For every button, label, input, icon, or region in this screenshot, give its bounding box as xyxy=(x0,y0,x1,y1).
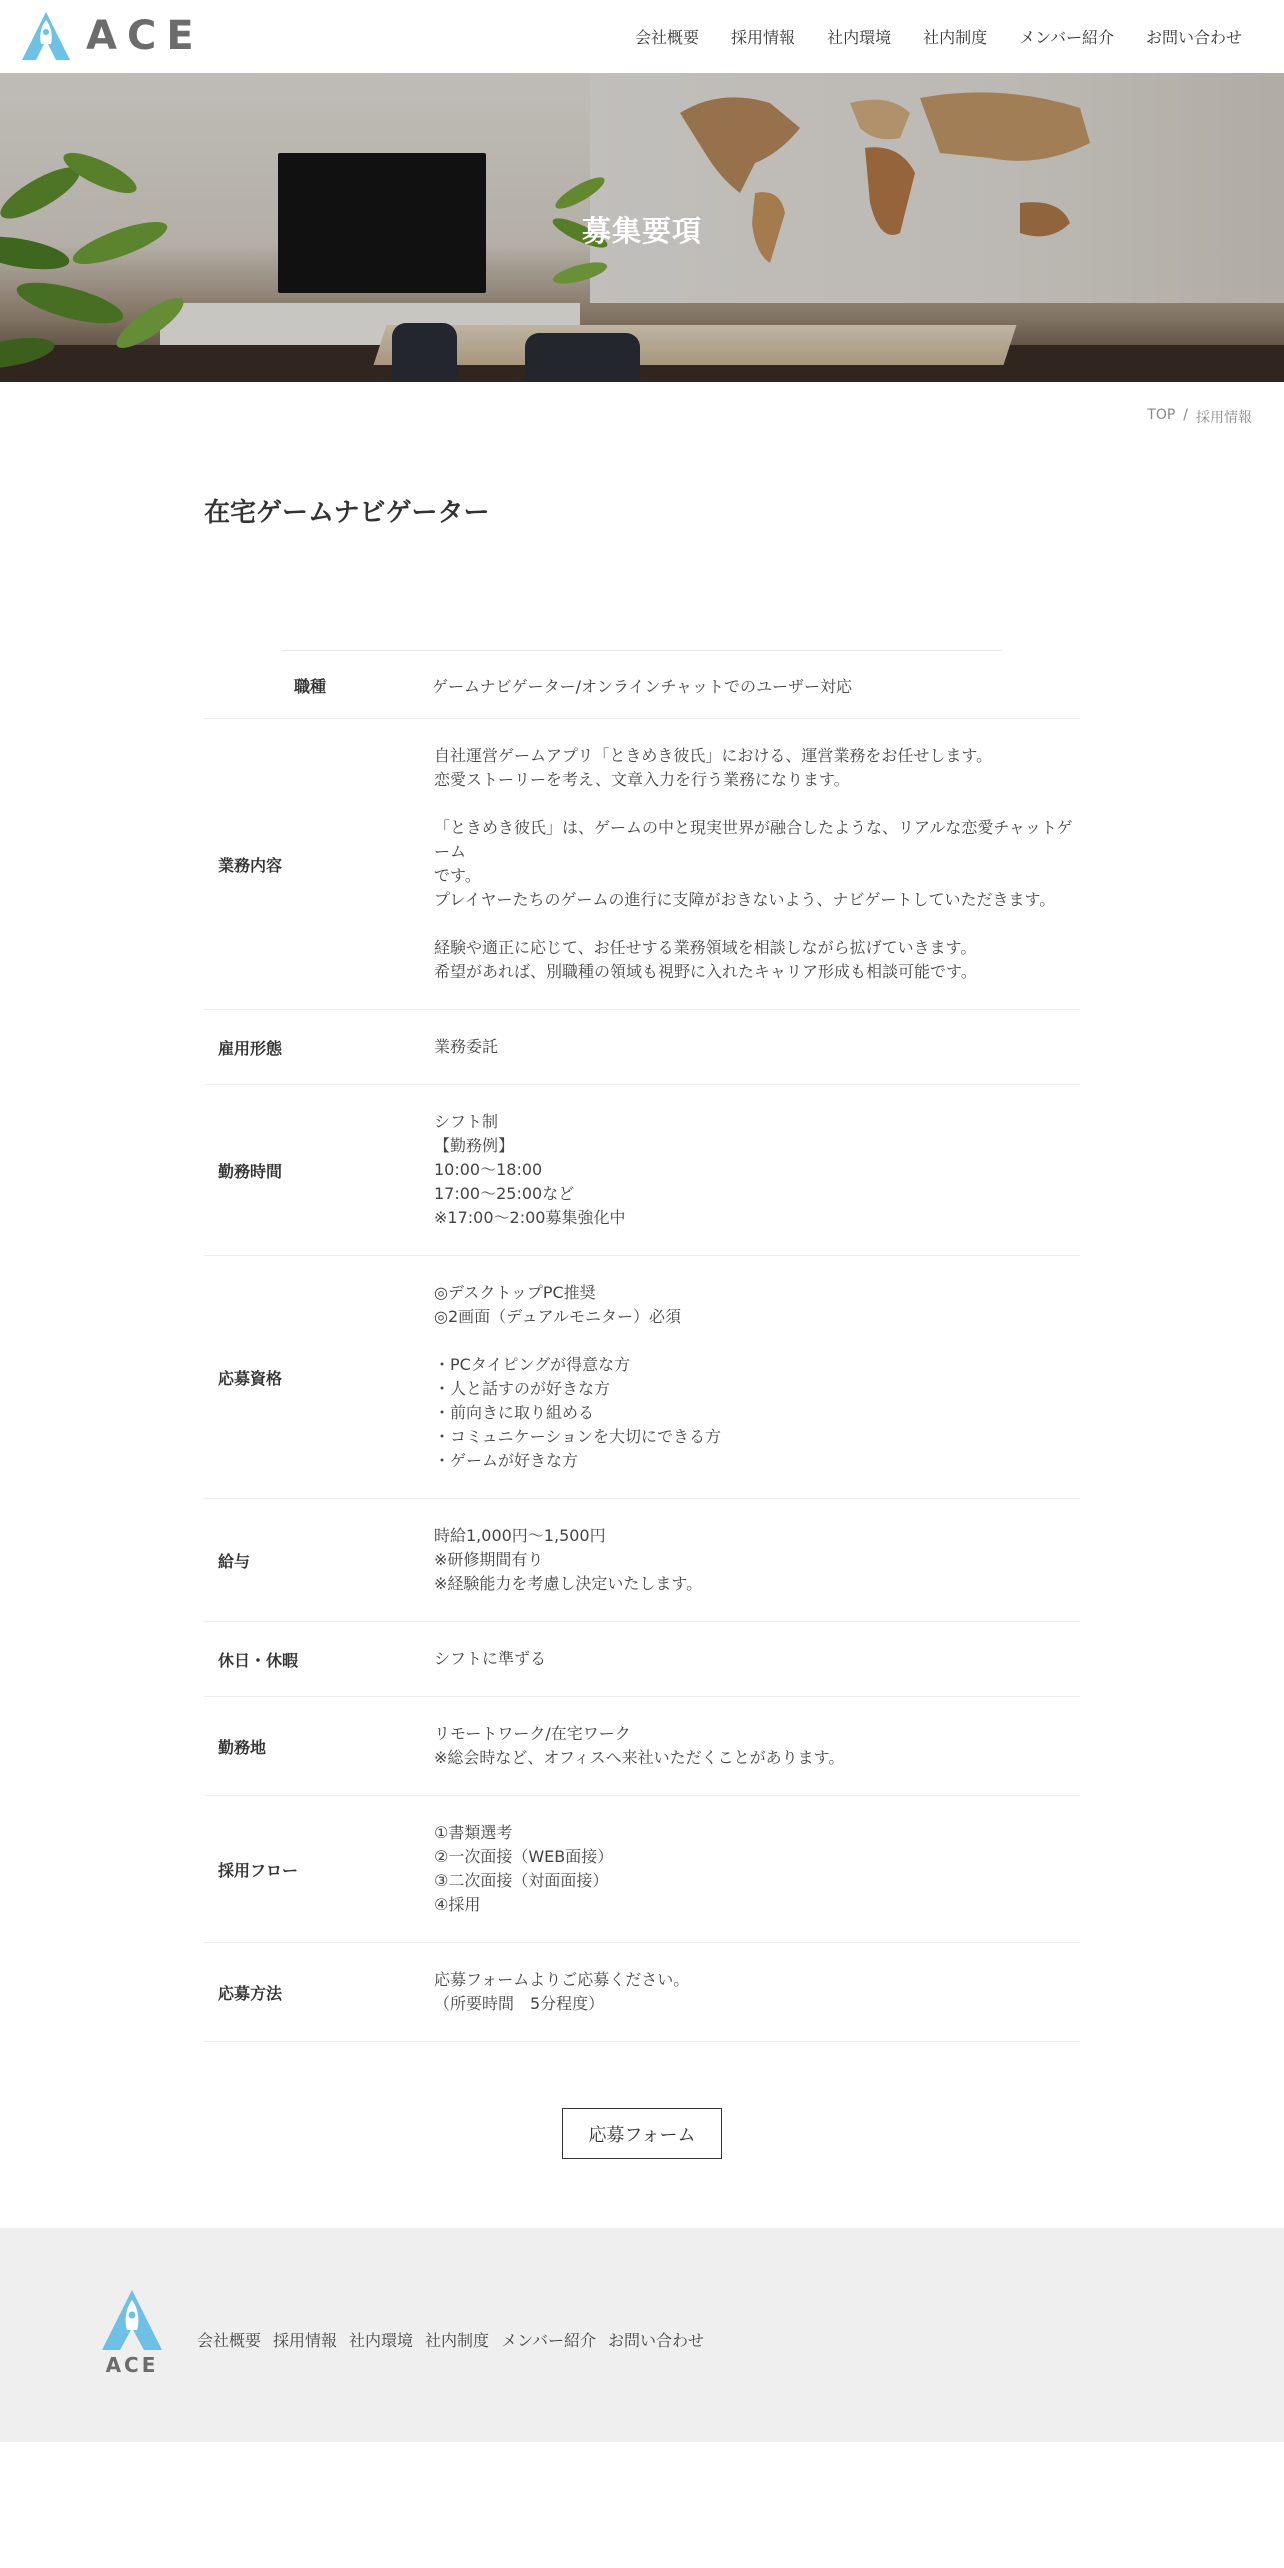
hero-banner xyxy=(0,73,1284,382)
row-value: 自社運営ゲームアプリ「ときめき彼氏」における、運営業務をお任せします。 恋愛ストーリーを考え、文章入力を行う業務になります。 「ときめき彼氏」は、ゲームの中と現実世界が融合したような、リアルな恋愛チャットゲーム です。 プレイヤーたちのゲームの進行に支障がおきないよう、ナビゲートしていただきます。 経験や適正に応じて、お任せする業務領域を相談しながら拡げていきます。 希望があれば、別職種の領域も視野に入れたキャリア形成も相談可能です。 xyxy=(434,746,1073,981)
site-header xyxy=(0,0,1284,73)
site-footer xyxy=(0,2228,1284,2442)
nav-contact[interactable]: お問い合わせ xyxy=(1145,28,1242,47)
footer-nav-contact[interactable]: お問い合わせ xyxy=(607,2331,704,2350)
row-value: シフトに準ずる xyxy=(434,1649,547,1668)
job-title: 在宅ゲームナビゲーター xyxy=(204,498,490,528)
nav-members[interactable]: メンバー紹介 xyxy=(1019,28,1114,47)
table-bottom-divider xyxy=(204,2041,1080,2042)
logo-text: ACE xyxy=(86,13,204,59)
footer-nav xyxy=(197,2328,704,2351)
site-logo[interactable] xyxy=(18,10,204,62)
row-value: リモートワーク/在宅ワーク ※総会時など、オフィスへ来社いただくことがあります。 xyxy=(434,1724,845,1767)
job-type-value: ゲームナビゲーター/オンラインチャットでのユーザー対応 xyxy=(431,676,853,696)
nav-environment[interactable]: 社内環境 xyxy=(827,28,892,47)
footer-logo[interactable] xyxy=(96,2288,168,2388)
row-label: 給与 xyxy=(218,1551,251,1571)
footer-nav-system[interactable]: 社内制度 xyxy=(425,2331,490,2350)
row-value: シフト制 【勤務例】 10:00〜18:00 17:00〜25:00など ※17:00〜2:00募集強化中 xyxy=(434,1112,626,1227)
svg-text:ACE: ACE xyxy=(105,2353,159,2377)
job-table-row xyxy=(204,1255,1080,1498)
footer-nav-members[interactable]: メンバー紹介 xyxy=(501,2331,596,2350)
footer-nav-recruit[interactable]: 採用情報 xyxy=(273,2331,338,2350)
rocket-logo-icon xyxy=(96,2288,168,2384)
job-details-table xyxy=(204,718,1080,2042)
footer-nav-environment[interactable]: 社内環境 xyxy=(349,2331,414,2350)
job-table-row xyxy=(204,1084,1080,1255)
row-label: 採用フロー xyxy=(218,1860,299,1880)
row-label: 業務内容 xyxy=(218,855,283,875)
job-table-row xyxy=(204,718,1080,1009)
row-value: 業務委託 xyxy=(434,1037,499,1056)
main-nav xyxy=(603,0,1242,73)
breadcrumb-separator: / xyxy=(1183,407,1188,423)
rocket-logo-icon xyxy=(18,10,74,62)
row-label: 勤務地 xyxy=(218,1737,267,1757)
nav-system[interactable]: 社内制度 xyxy=(923,28,988,47)
job-type-label: 職種 xyxy=(294,676,327,696)
job-table-row xyxy=(204,1498,1080,1621)
row-value: ◎デスクトップPC推奨 ◎2画面（デュアルモニター）必須 ・PCタイピングが得意な方 ・人と話すのが好きな方 ・前向きに取り組める ・コミュニケーションを大切にできる方 ・ゲームが好きな方 xyxy=(434,1283,722,1470)
job-table-row xyxy=(204,1795,1080,1942)
job-table-row xyxy=(282,650,1002,719)
row-label: 勤務時間 xyxy=(218,1161,283,1181)
job-table-row xyxy=(204,1696,1080,1795)
row-label: 応募方法 xyxy=(218,1983,283,2003)
job-table-row xyxy=(204,1009,1080,1084)
row-label: 休日・休暇 xyxy=(218,1650,299,1670)
row-value: 応募フォームよりご応募ください。 （所要時間 5分程度） xyxy=(434,1970,690,2013)
row-label: 応募資格 xyxy=(218,1368,283,1388)
nav-company[interactable]: 会社概要 xyxy=(635,28,700,47)
apply-form-button[interactable]: 応募フォーム xyxy=(562,2108,722,2159)
breadcrumb-current: 採用情報 xyxy=(1196,410,1252,426)
job-table-row xyxy=(204,1621,1080,1696)
row-label: 雇用形態 xyxy=(218,1038,283,1058)
row-value: 時給1,000円〜1,500円 ※研修期間有り ※経験能力を考慮し決定いたします。 xyxy=(434,1526,703,1593)
footer-nav-company[interactable]: 会社概要 xyxy=(197,2331,262,2350)
breadcrumb-top-link[interactable]: TOP xyxy=(1147,407,1176,423)
breadcrumb xyxy=(1147,407,1252,427)
row-value: ①書類選考 ②一次面接（WEB面接） ③二次面接（対面面接） ④採用 xyxy=(434,1823,614,1914)
page-title: 募集要項 xyxy=(581,214,702,248)
nav-recruit[interactable]: 採用情報 xyxy=(731,28,796,47)
job-table-row xyxy=(204,1942,1080,2041)
